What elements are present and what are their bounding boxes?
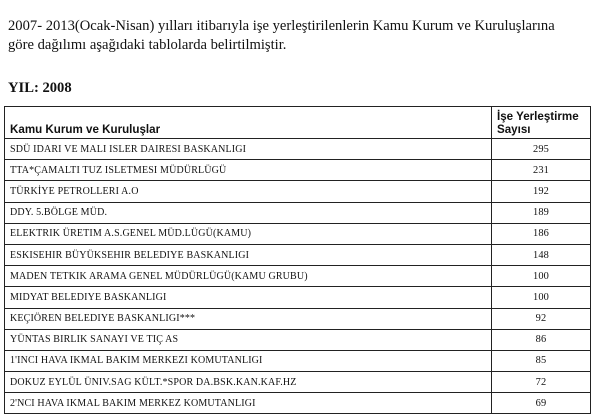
- header-count-line-1: İşe Yerleştirme: [497, 110, 579, 123]
- institution-name: MADEN TETKIK ARAMA GENEL MÜDÜRLÜGÜ(KAMU GRUBU): [5, 266, 492, 287]
- placement-count: 92: [492, 308, 591, 329]
- table-row: [5, 223, 591, 244]
- table-row: [5, 350, 591, 371]
- institution-name: KEÇIÖREN BELEDIYE BASKANLIGI***: [5, 308, 492, 329]
- placements-table: [4, 106, 591, 414]
- placement-count: 148: [492, 244, 591, 265]
- institution-name: DDY. 5.BÖLGE MÜD.: [5, 202, 492, 223]
- placement-count: 86: [492, 329, 591, 350]
- table-row: [5, 202, 591, 223]
- institution-name: ESKISEHIR BÜYÜKSEHIR BELEDIYE BASKANLIGI: [5, 244, 492, 265]
- institution-name: DOKUZ EYLÜL ÜNIV.SAG KÜLT.*SPOR DA.BSK.KAN.KAF.HZ: [5, 372, 492, 393]
- institution-name: TTA*ÇAMALTI TUZ ISLETMESI MÜDÜRLÜGÜ: [5, 160, 492, 181]
- institution-name: 2'NCI HAVA IKMAL BAKIM MERKEZ KOMUTANLIGI: [5, 393, 492, 414]
- table-row: [5, 329, 591, 350]
- table-row: [5, 181, 591, 202]
- table-row: [5, 139, 591, 160]
- placement-count: 189: [492, 202, 591, 223]
- table-row: [5, 244, 591, 265]
- intro-line-2: göre dağılımı aşağıdaki tablolarda belirtilmiştir.: [8, 37, 287, 53]
- table-header-row: [5, 107, 591, 139]
- placement-count: 192: [492, 181, 591, 202]
- placement-count: 69: [492, 393, 591, 414]
- table-row: [5, 308, 591, 329]
- institution-name: MIDYAT BELEDIYE BASKANLIGI: [5, 287, 492, 308]
- placement-count: 72: [492, 372, 591, 393]
- table-row: [5, 393, 591, 414]
- placement-count: 295: [492, 139, 591, 160]
- institution-name: SDÜ IDARI VE MALI ISLER DAIRESI BASKANLIGI: [5, 139, 492, 160]
- placement-count: 85: [492, 350, 591, 371]
- header-placement-count: [492, 107, 591, 139]
- institution-name: ELEKTRIK ÜRETIM A.S.GENEL MÜD.LÜGÜ(KAMU): [5, 223, 492, 244]
- table-row: [5, 287, 591, 308]
- year-heading: YIL: 2008: [8, 80, 72, 96]
- institution-name: TÜRKİYE PETROLLERI A.O: [5, 181, 492, 202]
- placement-count: 186: [492, 223, 591, 244]
- placement-count: 100: [492, 266, 591, 287]
- institution-name: YÜNTAS BIRLIK SANAYI VE TIÇ AS: [5, 329, 492, 350]
- header-count-line-2: Sayısı: [497, 123, 531, 136]
- intro-paragraph: [8, 17, 596, 55]
- placement-count: 100: [492, 287, 591, 308]
- table-row: [5, 372, 591, 393]
- header-institution: Kamu Kurum ve Kuruluşlar: [5, 107, 492, 139]
- institution-name: 1'INCI HAVA IKMAL BAKIM MERKEZI KOMUTANLIGI: [5, 350, 492, 371]
- placement-count: 231: [492, 160, 591, 181]
- intro-line-1: 2007- 2013(Ocak-Nisan) yılları itibarıyla işe yerleştirilenlerin Kamu Kurum ve Kuruluşlarına: [8, 18, 555, 34]
- table-row: [5, 266, 591, 287]
- table-row: [5, 160, 591, 181]
